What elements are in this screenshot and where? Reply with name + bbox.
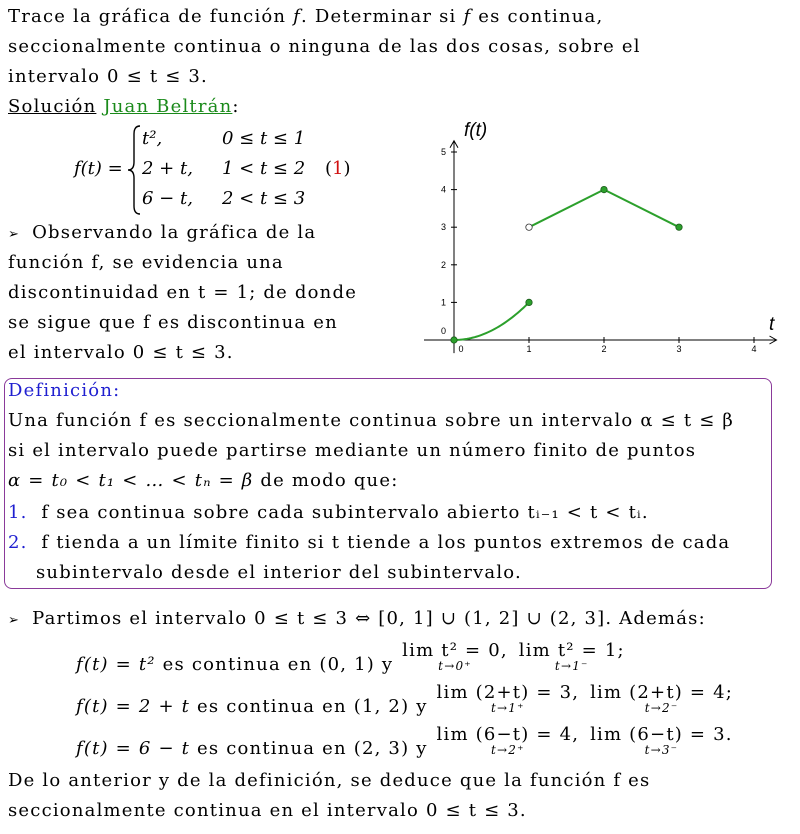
partition-points: α = t₀ < t₁ < … < tₙ = β bbox=[8, 470, 254, 491]
piece-3-expr: 6 − t, bbox=[142, 188, 193, 209]
closed-point bbox=[451, 337, 457, 343]
x-axis-label: t bbox=[769, 314, 775, 335]
limit-expr: lim (6−t) = 3. bbox=[590, 724, 733, 745]
row-text: es continua en bbox=[155, 654, 320, 675]
conclusion-line-1: De lo anterior y de la definición, se deduce que la función f es bbox=[8, 770, 651, 791]
x-tick-label: 1 bbox=[526, 344, 532, 354]
definition-line-1: Una función f es seccionalmente continua sobre un intervalo α ≤ t ≤ β bbox=[8, 410, 735, 431]
eq-paren: ( bbox=[325, 158, 333, 179]
item-text: f sea continua sobre cada subintervalo abierto tᵢ₋₁ < t < tᵢ. bbox=[41, 502, 649, 523]
y-tick-label: 5 bbox=[440, 147, 446, 157]
intro-text: es continua, bbox=[471, 6, 604, 27]
open-point bbox=[526, 224, 532, 230]
row-text: es continua en bbox=[190, 696, 354, 717]
f-symbol: f bbox=[293, 6, 302, 27]
row-text: y bbox=[409, 738, 435, 759]
x-tick-label: 0 bbox=[458, 344, 464, 354]
y-tick-label: 2 bbox=[440, 259, 446, 270]
limit-row-1 bbox=[76, 642, 627, 675]
limit-sub: t→2⁻ bbox=[644, 701, 679, 715]
solution-line bbox=[8, 96, 240, 118]
item-number: 1. bbox=[8, 502, 28, 523]
observation-line-4: se sigue que f es discontinua en bbox=[8, 312, 338, 333]
limit-1 bbox=[437, 684, 580, 714]
bullet-icon: ➢ bbox=[8, 613, 21, 628]
row-text: y bbox=[409, 696, 435, 717]
y-tick-label: 3 bbox=[440, 222, 446, 233]
limit-1 bbox=[402, 642, 508, 672]
limit-expr: lim t² = 0, bbox=[402, 640, 508, 661]
definition-item-2-cont: subintervalo desde el interior del subintervalo. bbox=[36, 562, 522, 583]
piece-1-cond: 0 ≤ t ≤ 1 bbox=[222, 128, 306, 149]
intro-line-1 bbox=[8, 6, 603, 28]
limit-2 bbox=[519, 642, 625, 672]
function-graph bbox=[420, 116, 785, 366]
piecewise-brace bbox=[126, 124, 142, 216]
equation-number bbox=[325, 158, 351, 179]
curve-t-squared bbox=[454, 302, 529, 340]
partition-text: Partimos el intervalo 0 ≤ t ≤ 3 ⇔ [0, 1] ∪ (1, 2] ∪ (2, 3]. Además: bbox=[32, 608, 706, 629]
piece-1-expr: t², bbox=[142, 128, 163, 149]
solution-colon: : bbox=[232, 96, 240, 117]
f-symbol: f bbox=[463, 6, 472, 27]
row-interval: (0, 1) bbox=[319, 654, 375, 675]
piece-3-cond: 2 < t ≤ 3 bbox=[222, 188, 306, 209]
closed-point bbox=[676, 224, 682, 230]
limit-sub: t→3⁻ bbox=[644, 743, 679, 757]
row-text: y bbox=[374, 654, 401, 675]
y-tick-label: 0 bbox=[440, 326, 446, 336]
definition-title: Definición: bbox=[8, 380, 121, 401]
limit-sub: t→2⁺ bbox=[491, 743, 525, 757]
eq-paren: ) bbox=[343, 158, 351, 179]
x-tick-label: 4 bbox=[751, 344, 757, 354]
partition-line bbox=[8, 608, 706, 632]
y-tick-label: 4 bbox=[440, 184, 446, 195]
intro-text: Trace la gráfica de función bbox=[8, 6, 294, 27]
limit-expr: lim (6−t) = 4, bbox=[436, 724, 580, 745]
x-tick-label: 2 bbox=[601, 344, 607, 354]
row-function: f(t) = t² bbox=[76, 654, 156, 675]
bullet-icon: ➢ bbox=[8, 227, 21, 242]
eq-num: 1 bbox=[332, 158, 344, 179]
row-interval: (1, 2) bbox=[353, 696, 410, 717]
intro-line-2: seccionalmente continua o ninguna de las dos cosas, sobre el bbox=[8, 36, 641, 57]
y-axis-label: f(t) bbox=[464, 120, 488, 141]
limit-2 bbox=[590, 726, 733, 756]
conclusion-line-2: seccionalmente continua en el intervalo 0 ≤ t ≤ 3. bbox=[8, 800, 527, 821]
piecewise-lhs: f(t) = bbox=[74, 158, 123, 179]
row-function: f(t) = 2 + t bbox=[76, 696, 191, 717]
definition-item-2 bbox=[8, 532, 730, 554]
limit-row-3 bbox=[76, 726, 735, 759]
observation-line-5: el intervalo 0 ≤ t ≤ 3. bbox=[8, 342, 234, 363]
closed-point bbox=[601, 186, 607, 192]
piece-2-cond: 1 < t ≤ 2 bbox=[222, 158, 306, 179]
observation-line-1 bbox=[8, 222, 316, 246]
row-interval: (2, 3) bbox=[353, 738, 410, 759]
observation-line-3: discontinuidad en t = 1; de donde bbox=[8, 282, 358, 303]
definition-line-2: si el intervalo puede partirse mediante un número finito de puntos bbox=[8, 440, 697, 461]
x-tick-label: 3 bbox=[676, 344, 682, 354]
observation-line-2: función f, se evidencia una bbox=[8, 252, 284, 273]
author-name: Juan Beltrán bbox=[103, 96, 233, 117]
limit-2 bbox=[590, 684, 733, 714]
limit-expr: lim (2+t) = 4; bbox=[590, 682, 734, 703]
limit-sub: t→0⁺ bbox=[438, 659, 472, 673]
intro-text: . Determinar si bbox=[301, 6, 464, 27]
limit-sub: t→1⁺ bbox=[491, 701, 525, 715]
limit-expr: lim (2+t) = 3, bbox=[436, 682, 580, 703]
definition-line-3 bbox=[8, 470, 398, 492]
definition-item-1 bbox=[8, 502, 649, 524]
row-text: es continua en bbox=[190, 738, 354, 759]
y-tick-label: 1 bbox=[440, 297, 446, 308]
intro-line-3: intervalo 0 ≤ t ≤ 3. bbox=[8, 66, 208, 87]
item-text: f tienda a un límite finito si t tiende a los puntos extremos de cada bbox=[41, 532, 731, 553]
piece-2-expr: 2 + t, bbox=[142, 158, 193, 179]
item-number: 2. bbox=[8, 532, 28, 553]
limit-row-2 bbox=[76, 684, 735, 717]
observation-text: Observando la gráfica de la bbox=[32, 222, 317, 243]
solution-label: Solución bbox=[8, 96, 97, 117]
definition-text: de modo que: bbox=[253, 470, 399, 491]
row-function: f(t) = 6 − t bbox=[76, 738, 191, 759]
line-segments bbox=[529, 190, 679, 228]
limit-sub: t→1⁻ bbox=[554, 659, 589, 673]
closed-point bbox=[526, 299, 532, 305]
limit-expr: lim t² = 1; bbox=[518, 640, 625, 661]
limit-1 bbox=[437, 726, 580, 756]
